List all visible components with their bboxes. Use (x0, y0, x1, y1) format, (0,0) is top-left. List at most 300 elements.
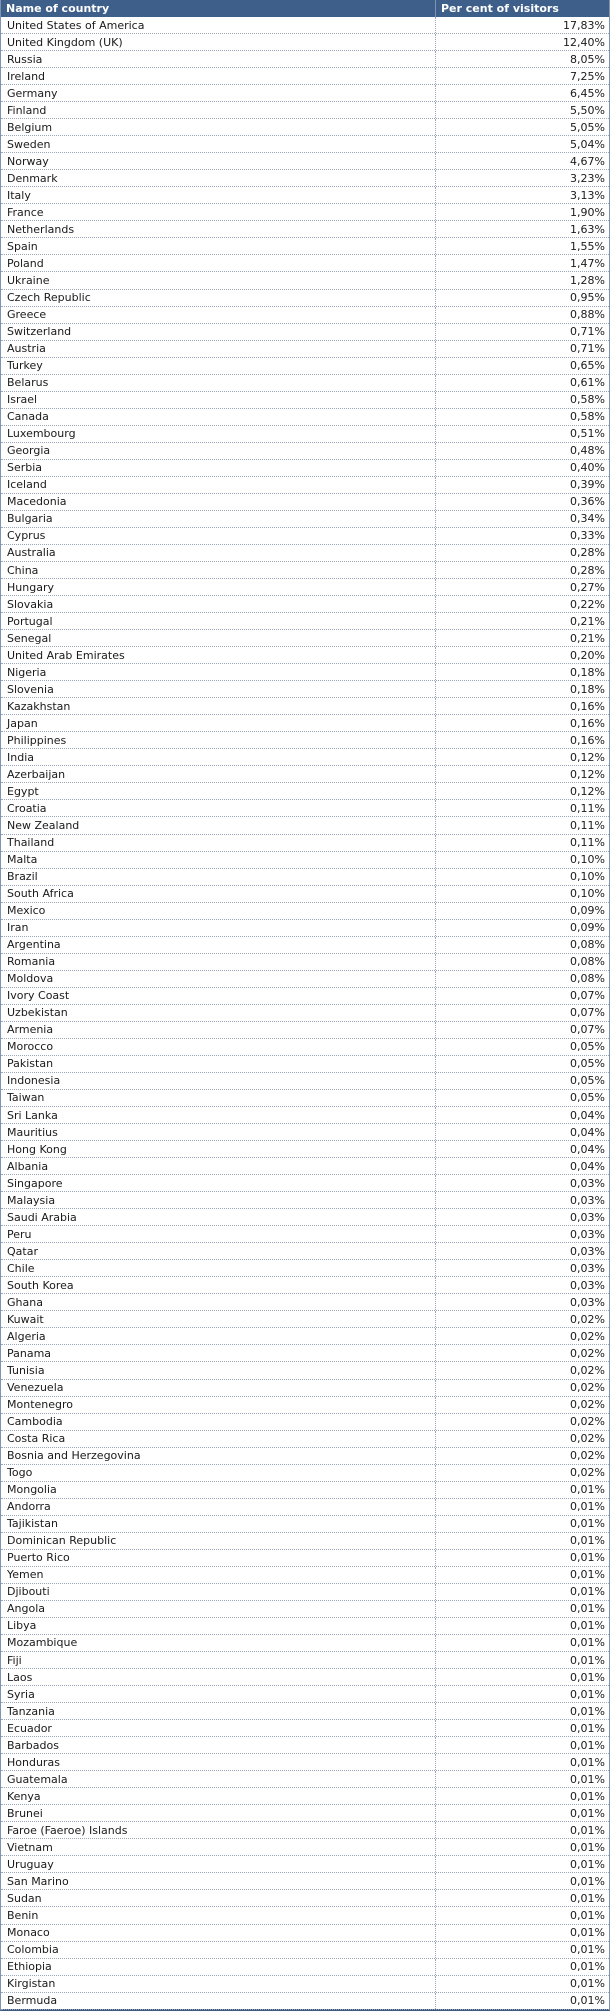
table-row (1, 1260, 609, 1277)
visitor-percent-cell: 0,71% (435, 341, 609, 357)
table-row (1, 528, 609, 545)
table-row (1, 1839, 609, 1856)
visitor-percent-cell: 0,03% (435, 1209, 609, 1225)
visitor-percent-cell: 0,01% (435, 1584, 609, 1600)
country-name-cell: Australia (7, 546, 56, 560)
table-row (1, 375, 609, 392)
visitor-percent-cell: 0,05% (435, 1056, 609, 1072)
visitor-percent-cell: 0,10% (435, 852, 609, 868)
country-name-cell: Finland (7, 103, 47, 117)
country-name-cell: Romania (7, 955, 56, 969)
visitor-percent-cell: 0,01% (435, 1567, 609, 1583)
table-row (1, 1311, 609, 1328)
country-name-cell: Syria (7, 1687, 35, 1701)
table-row (1, 68, 609, 85)
visitor-percent-cell: 1,28% (435, 272, 609, 288)
country-name-cell: Barbados (7, 1738, 59, 1752)
table-row (1, 971, 609, 988)
table-row (1, 1550, 609, 1567)
visitor-percent-cell: 0,08% (435, 937, 609, 953)
table-row (1, 835, 609, 852)
country-name-cell: Venezuela (7, 1381, 64, 1395)
visitor-percent-cell: 0,02% (435, 1465, 609, 1481)
country-name-cell: Mexico (7, 904, 46, 918)
country-name-cell: Egypt (7, 784, 39, 798)
table-row (1, 1737, 609, 1754)
visitor-percent-cell: 0,16% (435, 715, 609, 731)
country-name-cell: Kuwait (7, 1312, 44, 1326)
visitor-percent-cell: 8,05% (435, 51, 609, 67)
visitor-percent-cell: 0,01% (435, 1822, 609, 1838)
visitor-percent-cell: 0,01% (435, 1737, 609, 1753)
visitor-percent-cell: 0,01% (435, 1839, 609, 1855)
visitor-percent-cell: 0,01% (435, 1754, 609, 1770)
visitor-percent-cell: 0,01% (435, 1686, 609, 1702)
table-row (1, 1771, 609, 1788)
country-name-cell: Kazakhstan (7, 699, 71, 713)
country-name-cell: Italy (7, 188, 31, 202)
visitor-percent-cell: 0,02% (435, 1397, 609, 1413)
country-name-cell: Slovenia (7, 682, 54, 696)
table-row (1, 290, 609, 307)
table-row (1, 1482, 609, 1499)
country-name-cell: India (7, 750, 34, 764)
visitor-percent-cell: 0,03% (435, 1294, 609, 1310)
table-row (1, 1567, 609, 1584)
table-row (1, 579, 609, 596)
table-row (1, 732, 609, 749)
country-name-cell: Singapore (7, 1176, 63, 1190)
country-name-cell: Brazil (7, 870, 38, 884)
table-row (1, 1380, 609, 1397)
visitor-percent-cell: 0,18% (435, 664, 609, 680)
table-row (1, 307, 609, 324)
visitor-percent-cell: 0,01% (435, 1805, 609, 1821)
country-name-cell: Andorra (7, 1500, 51, 1514)
table-row (1, 1175, 609, 1192)
table-row (1, 511, 609, 528)
table-body (1, 17, 609, 2009)
table-row (1, 852, 609, 869)
visitor-percent-cell: 0,08% (435, 971, 609, 987)
country-name-cell: Mongolia (7, 1483, 57, 1497)
country-name-cell: Fiji (7, 1653, 22, 1667)
country-name-cell: Taiwan (7, 1091, 45, 1105)
table-row (1, 1056, 609, 1073)
country-name-cell: Azerbaijan (7, 767, 66, 781)
country-name-cell: New Zealand (7, 818, 80, 832)
table-row (1, 187, 609, 204)
country-name-cell: Greece (7, 308, 47, 322)
visitor-percent-cell: 0,28% (435, 562, 609, 578)
visitor-percent-cell: 0,65% (435, 358, 609, 374)
country-name-cell: Puerto Rico (7, 1551, 70, 1565)
table-row (1, 1039, 609, 1056)
visitor-percent-cell: 0,11% (435, 835, 609, 851)
country-name-cell: Netherlands (7, 222, 75, 236)
country-name-cell: South Korea (7, 1278, 74, 1292)
table-row (1, 34, 609, 51)
visitor-percent-cell: 0,01% (435, 1618, 609, 1634)
visitor-percent-cell: 0,01% (435, 1652, 609, 1668)
visitor-percent-cell: 0,02% (435, 1431, 609, 1447)
country-name-cell: Czech Republic (7, 291, 91, 305)
visitor-percent-cell: 0,71% (435, 324, 609, 340)
visitor-percent-cell: 0,02% (435, 1362, 609, 1378)
table-row (1, 1465, 609, 1482)
table-row (1, 817, 609, 834)
country-name-cell: Sweden (7, 137, 51, 151)
country-name-cell: Slovakia (7, 597, 54, 611)
visitor-percent-cell: 0,18% (435, 681, 609, 697)
table-row (1, 409, 609, 426)
country-name-cell: Belarus (7, 376, 49, 390)
table-row (1, 1141, 609, 1158)
table-row (1, 1158, 609, 1175)
country-name-cell: Turkey (7, 359, 43, 373)
visitor-percent-cell: 3,23% (435, 170, 609, 186)
country-name-cell: Uzbekistan (7, 1006, 68, 1020)
country-name-cell: Georgia (7, 444, 51, 458)
visitor-percent-cell: 0,09% (435, 920, 609, 936)
visitor-percent-cell: 0,01% (435, 1993, 609, 2009)
country-name-cell: Malaysia (7, 1193, 56, 1207)
table-row (1, 1805, 609, 1822)
country-name-cell: Iceland (7, 478, 47, 492)
visitor-percent-cell: 0,12% (435, 766, 609, 782)
table-row (1, 477, 609, 494)
table-row (1, 869, 609, 886)
visitor-percent-cell: 0,08% (435, 954, 609, 970)
table-row (1, 681, 609, 698)
country-name-cell: San Marino (7, 1874, 69, 1888)
visitor-percent-cell: 0,03% (435, 1277, 609, 1293)
country-name-cell: China (7, 563, 39, 577)
table-row (1, 1448, 609, 1465)
visitor-percent-cell: 5,05% (435, 119, 609, 135)
country-name-cell: Bosnia and Herzegovina (7, 1449, 141, 1463)
country-name-cell: Croatia (7, 801, 47, 815)
table-row (1, 1294, 609, 1311)
table-row (1, 596, 609, 613)
country-name-cell: Guatemala (7, 1772, 68, 1786)
country-name-cell: Portugal (7, 614, 53, 628)
table-row (1, 204, 609, 221)
country-name-cell: Algeria (7, 1329, 46, 1343)
country-name-cell: Canada (7, 410, 49, 424)
visitor-percent-cell: 0,01% (435, 1890, 609, 1906)
table-row (1, 153, 609, 170)
visitor-percent-cell: 0,01% (435, 1873, 609, 1889)
table-row (1, 1959, 609, 1976)
country-name-cell: Russia (7, 52, 43, 66)
visitor-percent-cell: 0,40% (435, 460, 609, 476)
country-name-cell: Spain (7, 239, 38, 253)
country-name-cell: Chile (7, 1261, 35, 1275)
table-row (1, 630, 609, 647)
country-name-cell: Armenia (7, 1023, 54, 1037)
table-row (1, 1584, 609, 1601)
visitor-percent-cell: 0,28% (435, 545, 609, 561)
visitor-percent-cell: 12,40% (435, 34, 609, 50)
visitor-percent-cell: 0,58% (435, 392, 609, 408)
visitor-percent-cell: 7,25% (435, 68, 609, 84)
visitor-percent-cell: 0,48% (435, 443, 609, 459)
table-row (1, 1226, 609, 1243)
table-row (1, 1856, 609, 1873)
country-name-cell: Cambodia (7, 1415, 63, 1429)
country-name-cell: Albania (7, 1159, 49, 1173)
table-row (1, 1107, 609, 1124)
visitor-percent-cell: 0,05% (435, 1090, 609, 1106)
table-row (1, 1703, 609, 1720)
visitor-percent-cell: 0,01% (435, 1959, 609, 1975)
country-name-cell: Uruguay (7, 1857, 54, 1871)
table-row (1, 562, 609, 579)
visitor-percent-cell: 0,01% (435, 1788, 609, 1804)
country-name-cell: South Africa (7, 887, 74, 901)
visitor-percent-cell: 0,03% (435, 1260, 609, 1276)
table-row (1, 1499, 609, 1516)
country-name-cell: Mozambique (7, 1636, 78, 1650)
country-name-cell: Indonesia (7, 1074, 61, 1088)
table-row (1, 1993, 609, 2010)
country-name-cell: Ivory Coast (7, 989, 70, 1003)
table-row (1, 1414, 609, 1431)
visitor-percent-cell: 0,20% (435, 647, 609, 663)
country-name-cell: Angola (7, 1602, 46, 1616)
visitor-percent-cell: 0,07% (435, 1022, 609, 1038)
country-name-cell: Colombia (7, 1943, 59, 1957)
visitor-percent-cell: 0,02% (435, 1414, 609, 1430)
table-row (1, 1720, 609, 1737)
visitor-percent-cell: 0,05% (435, 1039, 609, 1055)
country-name-cell: Vietnam (7, 1840, 53, 1854)
table-row (1, 647, 609, 664)
country-name-cell: Mauritius (7, 1125, 58, 1139)
visitor-percent-cell: 0,34% (435, 511, 609, 527)
table-row (1, 426, 609, 443)
visitor-percent-cell: 0,01% (435, 1907, 609, 1923)
table-row (1, 136, 609, 153)
country-name-cell: Ecuador (7, 1721, 52, 1735)
visitor-percent-cell: 0,10% (435, 886, 609, 902)
visitor-percent-cell: 0,03% (435, 1175, 609, 1191)
visitor-percent-cell: 0,01% (435, 1856, 609, 1872)
table-row (1, 358, 609, 375)
country-name-cell: Ghana (7, 1295, 43, 1309)
table-row (1, 545, 609, 562)
table-header-row (1, 0, 609, 17)
country-name-cell: Tunisia (7, 1363, 45, 1377)
country-name-cell: Norway (7, 154, 49, 168)
table-row (1, 886, 609, 903)
visitor-percent-cell: 17,83% (435, 17, 609, 33)
visitor-percent-cell: 0,04% (435, 1141, 609, 1157)
country-name-cell: Bulgaria (7, 512, 53, 526)
visitor-percent-cell: 6,45% (435, 85, 609, 101)
table-row (1, 1652, 609, 1669)
table-row (1, 1022, 609, 1039)
visitor-percent-cell: 1,55% (435, 238, 609, 254)
table-row (1, 1788, 609, 1805)
table-row (1, 17, 609, 34)
table-row (1, 766, 609, 783)
visitor-percent-cell: 0,12% (435, 783, 609, 799)
visitor-percent-cell: 0,07% (435, 1005, 609, 1021)
table-row (1, 1073, 609, 1090)
visitor-percent-cell: 0,01% (435, 1533, 609, 1549)
country-name-cell: Costa Rica (7, 1432, 66, 1446)
table-row (1, 1431, 609, 1448)
visitor-percent-cell: 0,01% (435, 1516, 609, 1532)
country-name-cell: Qatar (7, 1244, 38, 1258)
table-row (1, 1124, 609, 1141)
table-row (1, 1277, 609, 1294)
country-name-cell: Yemen (7, 1568, 44, 1582)
table-row (1, 1533, 609, 1550)
table-row (1, 1516, 609, 1533)
country-name-cell: Brunei (7, 1806, 43, 1820)
visitor-percent-cell: 0,12% (435, 749, 609, 765)
visitor-percent-cell: 0,39% (435, 477, 609, 493)
country-name-cell: Faroe (Faeroe) Islands (7, 1823, 128, 1837)
table-row (1, 443, 609, 460)
country-name-cell: Denmark (7, 171, 58, 185)
visitor-percent-cell: 0,16% (435, 698, 609, 714)
country-name-cell: Benin (7, 1908, 39, 1922)
country-name-cell: Togo (7, 1466, 33, 1480)
table-row (1, 1345, 609, 1362)
table-row (1, 1669, 609, 1686)
country-name-cell: United Arab Emirates (7, 648, 125, 662)
visitor-percent-cell: 0,04% (435, 1158, 609, 1174)
country-name-cell: Ireland (7, 69, 46, 83)
visitor-percent-cell: 0,33% (435, 528, 609, 544)
column-header-country[interactable]: Name of country (6, 2, 110, 15)
table-row (1, 85, 609, 102)
visitor-percent-cell: 0,01% (435, 1601, 609, 1617)
country-name-cell: Kirgistan (7, 1977, 56, 1991)
visitor-percent-cell: 0,16% (435, 732, 609, 748)
visitor-percent-cell: 3,13% (435, 187, 609, 203)
visitor-percent-cell: 0,01% (435, 1703, 609, 1719)
country-name-cell: France (7, 205, 44, 219)
visitor-percent-cell: 0,95% (435, 290, 609, 306)
country-name-cell: Argentina (7, 938, 61, 952)
visitor-percent-cell: 0,01% (435, 1720, 609, 1736)
country-name-cell: Sudan (7, 1891, 42, 1905)
visitor-percent-cell: 0,03% (435, 1226, 609, 1242)
visitor-percent-cell: 0,61% (435, 375, 609, 391)
table-row (1, 988, 609, 1005)
country-name-cell: Bermuda (7, 1994, 58, 2008)
country-name-cell: Hungary (7, 580, 54, 594)
visitor-percent-cell: 0,36% (435, 494, 609, 510)
table-row (1, 937, 609, 954)
visitor-percent-cell: 0,02% (435, 1328, 609, 1344)
country-name-cell: Pakistan (7, 1057, 54, 1071)
table-row (1, 1397, 609, 1414)
visitor-percent-cell: 0,01% (435, 1499, 609, 1515)
country-name-cell: Philippines (7, 733, 67, 747)
visitor-percent-cell: 0,09% (435, 903, 609, 919)
visitor-percent-cell: 1,63% (435, 221, 609, 237)
table-row (1, 460, 609, 477)
country-name-cell: Nigeria (7, 665, 47, 679)
visitor-percent-cell: 0,02% (435, 1311, 609, 1327)
country-name-cell: Sri Lanka (7, 1108, 58, 1122)
table-row (1, 392, 609, 409)
country-name-cell: Austria (7, 342, 46, 356)
table-row (1, 1907, 609, 1924)
table-row (1, 783, 609, 800)
country-name-cell: Dominican Republic (7, 1534, 117, 1548)
country-name-cell: Israel (7, 393, 38, 407)
table-row (1, 1362, 609, 1379)
table-row (1, 1942, 609, 1959)
table-row (1, 1328, 609, 1345)
table-row (1, 1925, 609, 1942)
visitor-percent-cell: 1,90% (435, 204, 609, 220)
table-row (1, 664, 609, 681)
table-row (1, 1209, 609, 1226)
country-name-cell: Macedonia (7, 495, 67, 509)
table-row (1, 119, 609, 136)
visitor-percent-cell: 0,02% (435, 1380, 609, 1396)
country-name-cell: Serbia (7, 461, 43, 475)
country-name-cell: United Kingdom (UK) (7, 35, 123, 49)
country-name-cell: Germany (7, 86, 58, 100)
visitor-percent-cell: 0,21% (435, 630, 609, 646)
visitor-percent-cell: 0,11% (435, 817, 609, 833)
country-name-cell: United States of America (7, 18, 145, 32)
country-name-cell: Honduras (7, 1755, 60, 1769)
visitor-percent-cell: 0,04% (435, 1124, 609, 1140)
table-row (1, 494, 609, 511)
table-row (1, 1243, 609, 1260)
table-row (1, 1601, 609, 1618)
table-row (1, 1686, 609, 1703)
table-row (1, 272, 609, 289)
table-row (1, 954, 609, 971)
country-name-cell: Senegal (7, 631, 52, 645)
table-row (1, 51, 609, 68)
country-name-cell: Ethiopia (7, 1960, 52, 1974)
table-row (1, 1890, 609, 1907)
visitor-percent-cell: 0,27% (435, 579, 609, 595)
country-name-cell: Belgium (7, 120, 53, 134)
country-name-cell: Montenegro (7, 1398, 74, 1412)
country-name-cell: Poland (7, 256, 44, 270)
visitor-percent-cell: 0,01% (435, 1925, 609, 1941)
table-row (1, 920, 609, 937)
table-row (1, 1873, 609, 1890)
table-row (1, 324, 609, 341)
visitor-percent-cell: 0,01% (435, 1942, 609, 1958)
country-name-cell: Ukraine (7, 273, 50, 287)
visitor-percent-cell: 0,10% (435, 869, 609, 885)
visitor-percent-cell: 4,67% (435, 153, 609, 169)
country-name-cell: Laos (7, 1670, 33, 1684)
table-row (1, 613, 609, 630)
country-name-cell: Japan (7, 716, 38, 730)
visitor-percent-cell: 0,22% (435, 596, 609, 612)
column-header-percent[interactable]: Per cent of visitors (435, 0, 609, 17)
country-name-cell: Peru (7, 1227, 32, 1241)
visitor-percent-cell: 0,58% (435, 409, 609, 425)
visitor-percent-cell: 0,21% (435, 613, 609, 629)
